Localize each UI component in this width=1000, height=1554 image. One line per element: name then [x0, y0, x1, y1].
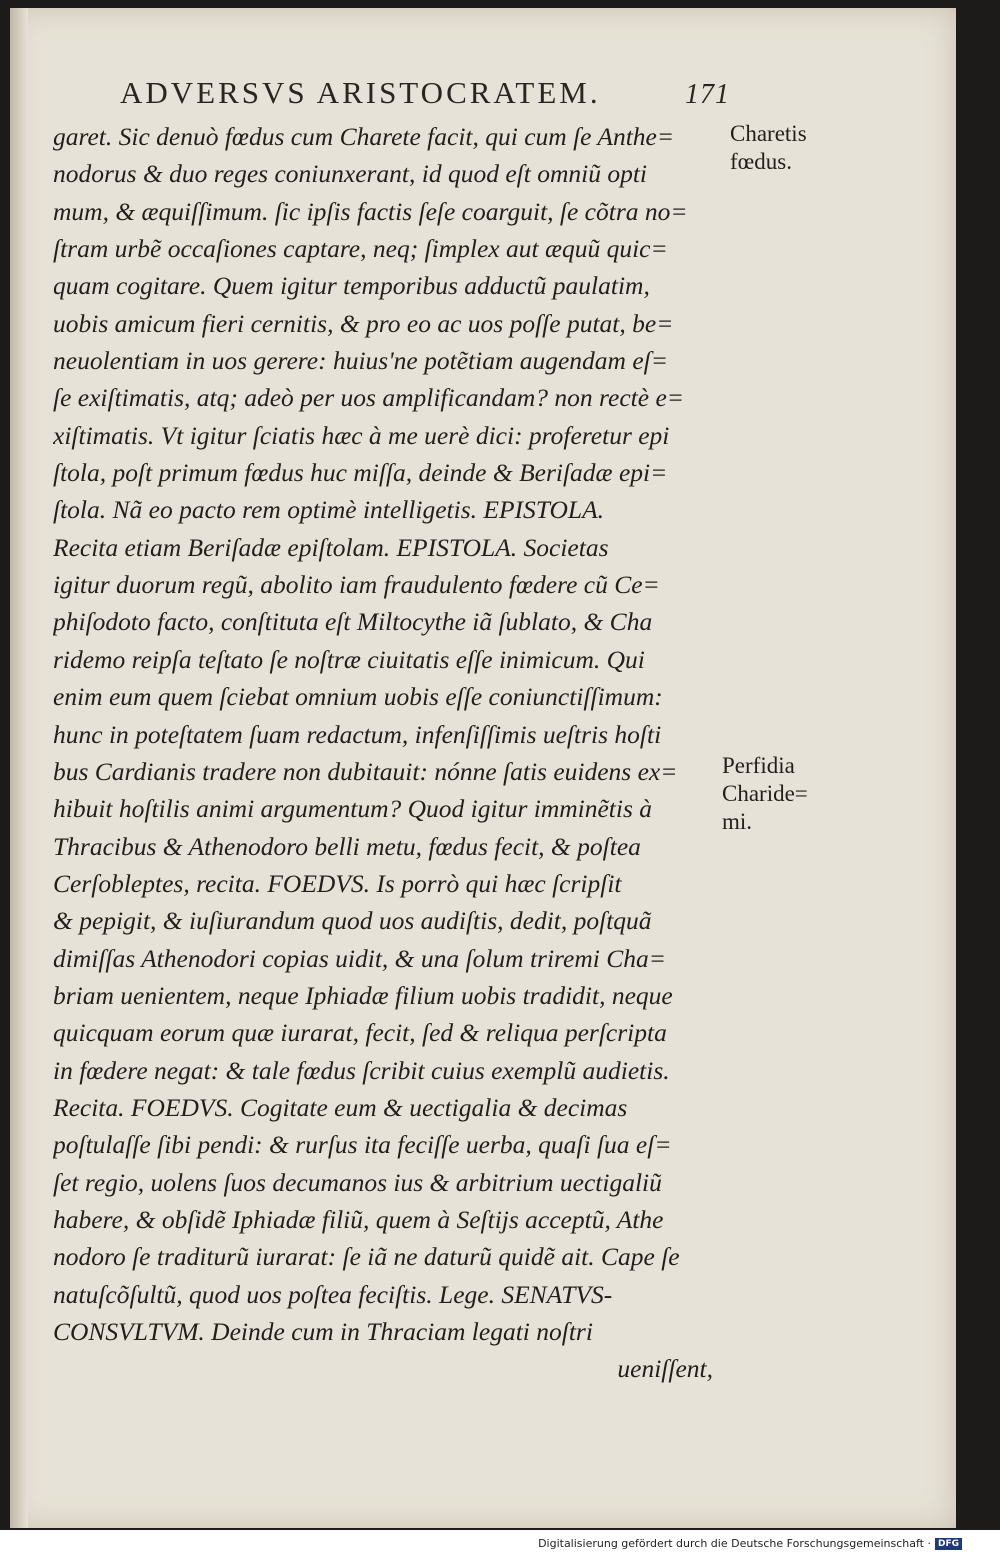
text-line: ſtola, poſt primum fœdus huc miſſa, deinde & Beriſadæ epi=	[53, 458, 668, 488]
text-line: habere, & obſidẽ Iphiadæ filiũ, quem à Seſtijs acceptũ, Athe	[53, 1204, 664, 1234]
text-line: & pepigit, & iuſiurandum quod uos audiſtis, dedit, poſtquã	[53, 906, 652, 936]
marginal-note-charetis: Charetis fœdus.	[730, 121, 807, 174]
running-title: ADVERSVS ARISTOCRATEM.	[120, 75, 601, 110]
marginal-note-perfidia: Perfidia Charide= mi.	[722, 753, 808, 834]
text-line: ſtram urbẽ occaſiones captare, neq; ſimplex aut æquũ quic=	[53, 234, 668, 264]
text-line: ſtola. Nã eo pacto rem optimè intelligetis. EPISTOLA.	[53, 495, 605, 525]
text-line: hunc in poteſtatem ſuam redactum, infenſiſſimis ueſtris hoſti	[53, 719, 662, 749]
text-line: Thracibus & Athenodoro belli metu, fœdus fecit, & poſtea	[53, 831, 641, 861]
text-line: enim eum quem ſciebat omnium uobis eſſe coniunctiſſimum:	[53, 682, 663, 712]
text-line: igitur duorum regũ, abolito iam fraudulento fœdere cũ Ce=	[53, 570, 660, 600]
text-line: briam uenientem, neque Iphiadæ filium uobis tradidit, neque	[53, 980, 673, 1010]
text-line: phiſodoto facto, conſtituta eſt Miltocythe iã ſublato, & Cha	[53, 607, 653, 637]
text-line: Recita. FOEDVS. Cogitate eum & uectigalia & decimas	[53, 1092, 628, 1122]
running-header	[120, 75, 730, 111]
text-line: Recita etiam Beriſadæ epiſtolam. EPISTOLA. Societas	[53, 532, 609, 562]
text-line: garet. Sic denuò fœdus cum Charete facit, qui cum ſe Anthe=	[53, 122, 675, 151]
page-gutter-shadow	[10, 8, 28, 1528]
text-line: ridemo reipſa teſtato ſe noſtræ ciuitatis eſſe inimicum. Qui	[53, 644, 645, 674]
text-line: ſet regio, uolens ſuos decumanos ius & arbitrium uectigaliũ	[53, 1167, 662, 1197]
text-line: poſtulaſſe ſibi pendi: & rurſus ita feciſſe uerba, quaſi ſua eſ=	[53, 1130, 672, 1160]
digitization-footer	[538, 1537, 962, 1550]
text-line: ſe exiſtimatis, atq; adeò per uos amplificandam? non rectè e=	[53, 383, 684, 413]
text-line: in fœdere negat: & tale fœdus ſcribit cuius exemplũ audietis.	[53, 1055, 670, 1085]
text-line: bus Cardianis tradere non dubitauit: nónne ſatis euidens ex=	[53, 756, 678, 786]
text-line: mum, & æquiſſimum. ſic ipſis factis ſeſe coarguit, ſe cõtra no=	[53, 196, 688, 226]
text-line: Cerſobleptes, recita. FOEDVS. Is porrò qui hæc ſcripſit	[53, 868, 622, 898]
text-line: nodorus & duo reges coniunxerant, id quod eſt omniũ opti	[53, 159, 648, 189]
text-line: nodoro ſe traditurũ iurarat: ſe iã ne daturũ quidẽ ait. Cape ſe	[53, 1242, 680, 1272]
dfg-logo-icon: DFG	[935, 1538, 962, 1550]
catchword: ueniſſent,	[617, 1354, 713, 1384]
text-line: uobis amicum fieri cernitis, & pro eo ac uos poſſe putat, be=	[53, 308, 674, 338]
text-line: CONSVLTVM. Deinde cum in Thraciam legati noſtri	[53, 1317, 593, 1346]
text-line: quam cogitare. Quem igitur temporibus adductũ paulatim,	[53, 271, 650, 301]
text-line: dimiſſas Athenodori copias uidit, & una ſolum triremi Cha=	[53, 943, 666, 973]
text-line: neuolentiam in uos gerere: huius'ne potẽtiam augendam eſ=	[53, 346, 668, 376]
page-number: 171	[685, 79, 730, 110]
text-line: xiſtimatis. Vt igitur ſciatis hæc à me uerè dici: proferetur epi	[53, 420, 670, 450]
text-line: hibuit hoſtilis animi argumentum? Quod igitur imminẽtis à	[53, 794, 653, 824]
text-line: quicquam eorum quæ iurarat, fecit, ſed & reliqua perſcripta	[53, 1018, 667, 1048]
text-line: natuſcõſultũ, quod uos poſtea feciſtis. Lege. SENATVS-	[53, 1279, 613, 1309]
body-text	[53, 118, 713, 1388]
funding-credit: Digitalisierung gefördert durch die Deutsche Forschungsgemeinschaft ·	[538, 1537, 931, 1550]
